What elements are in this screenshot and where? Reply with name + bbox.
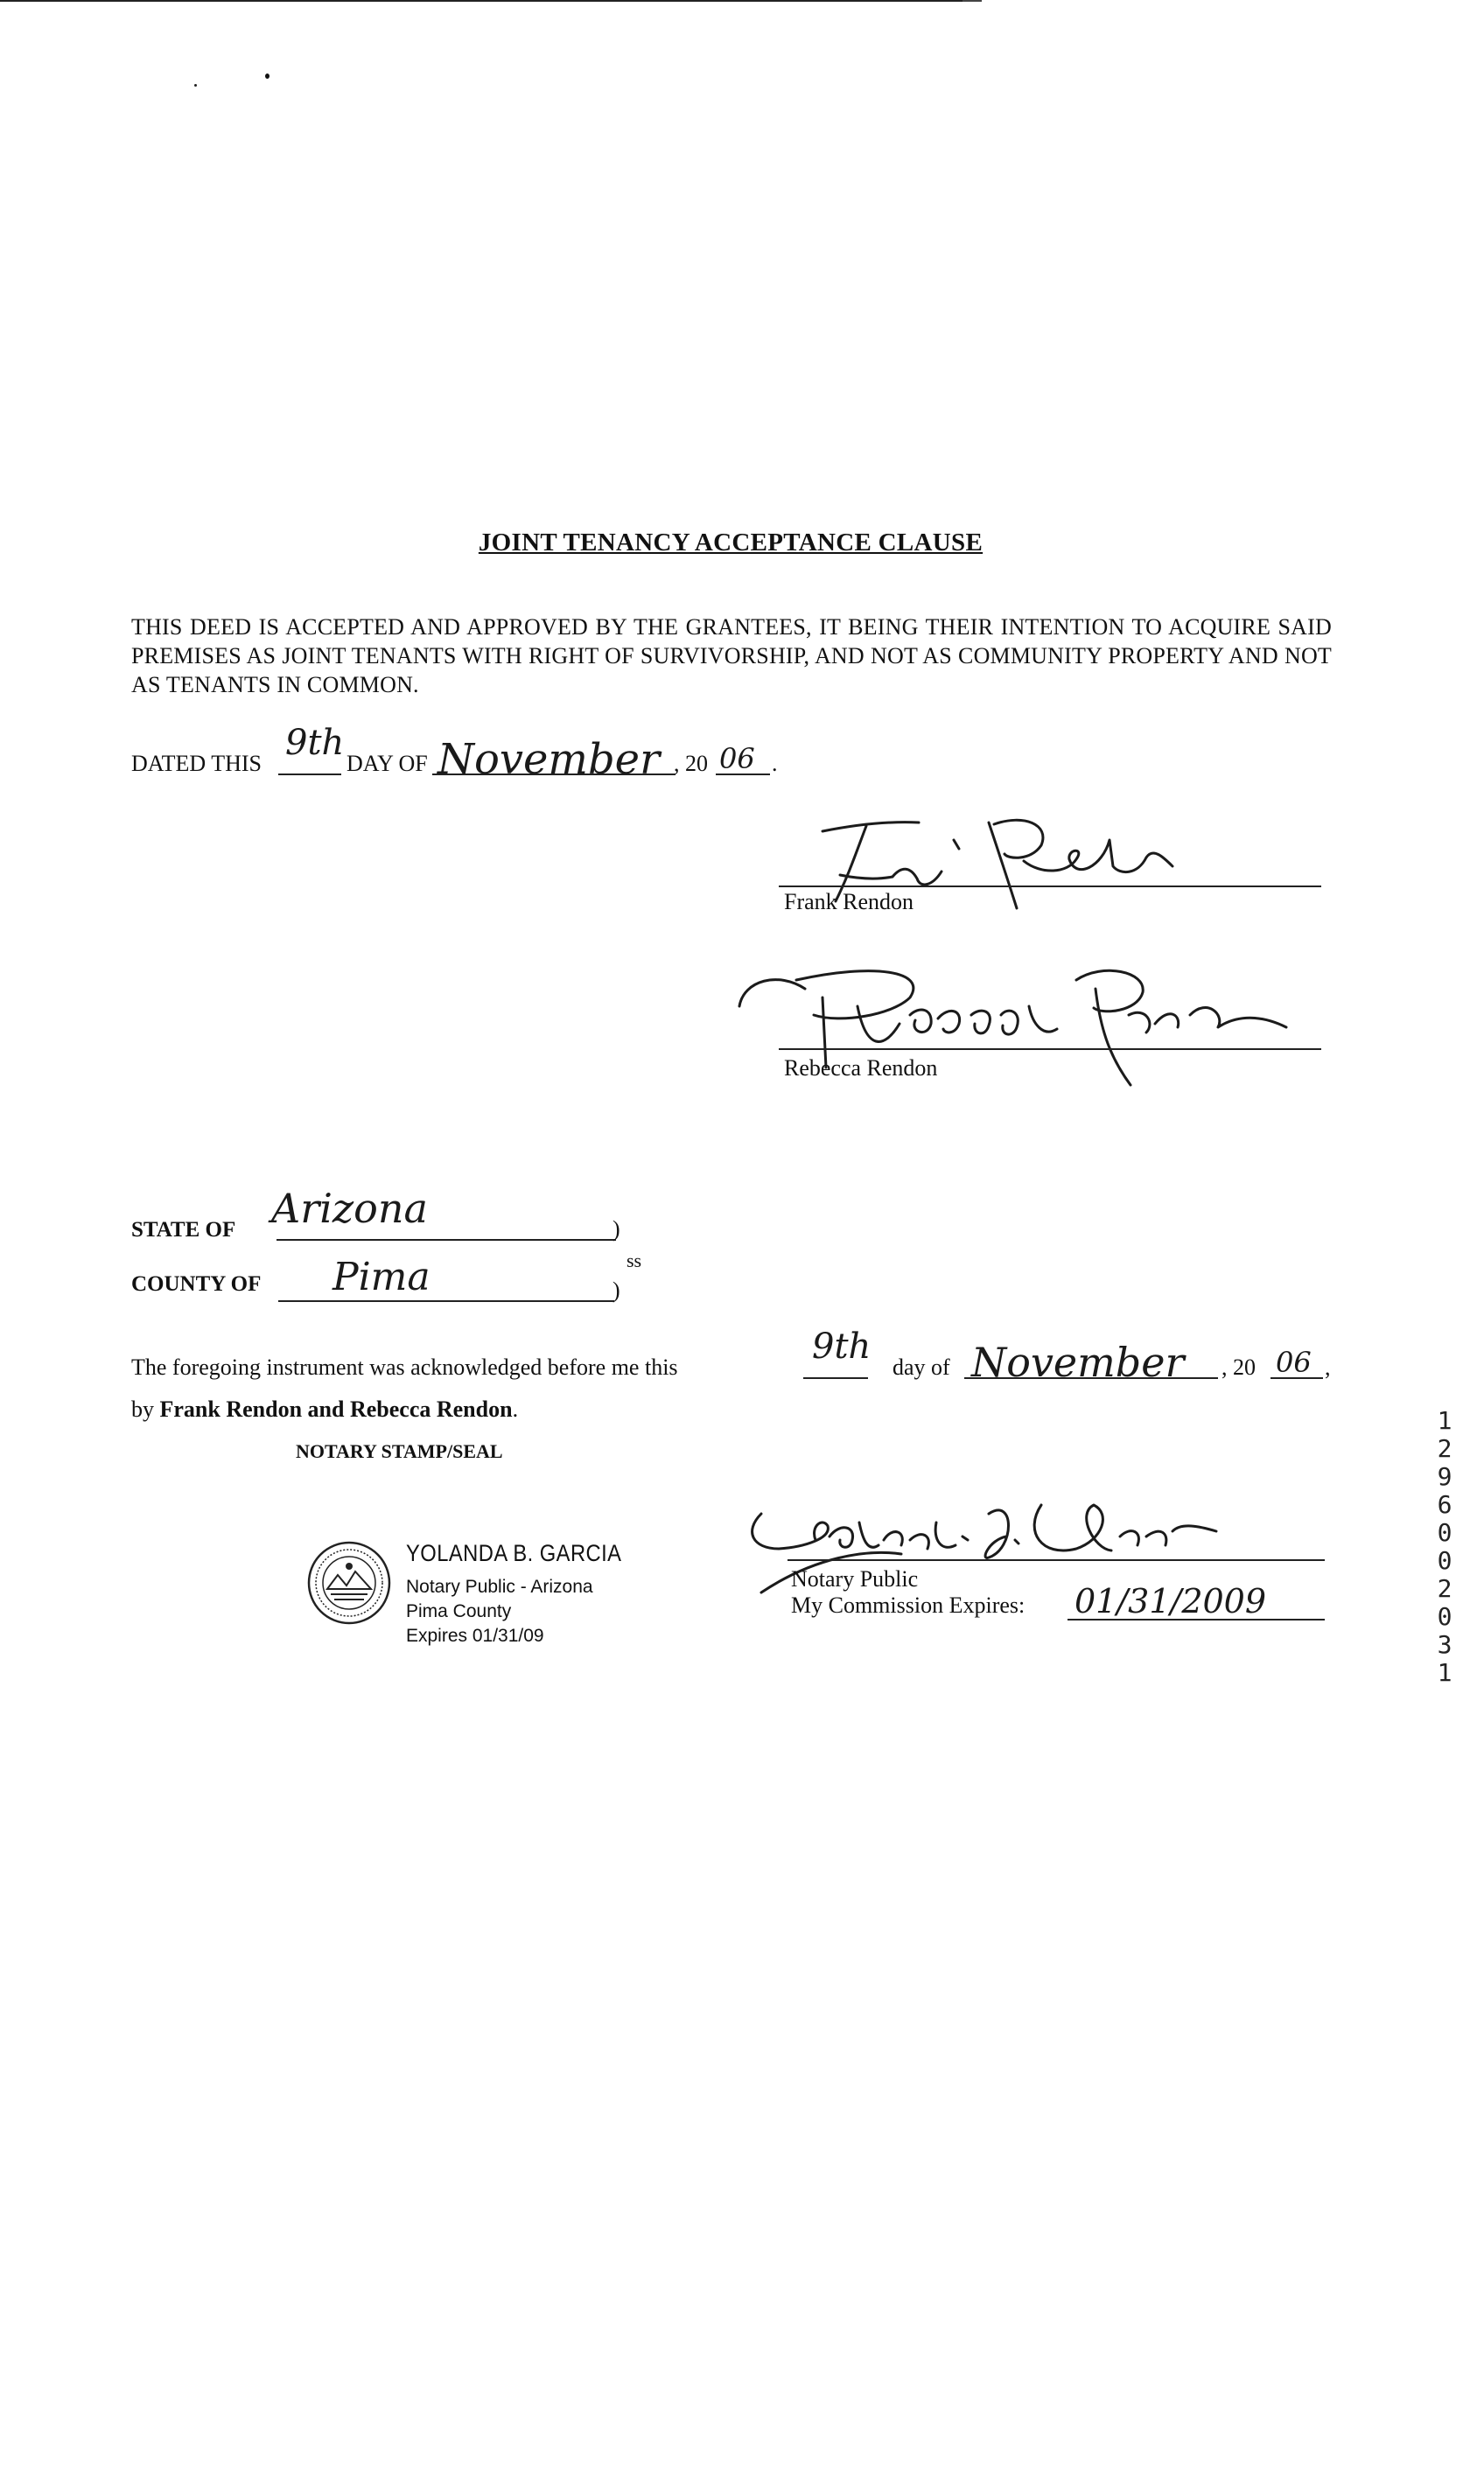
county-label: COUNTY OF xyxy=(131,1272,262,1296)
dated-day-of: DAY OF xyxy=(346,751,428,776)
rebecca-signature-line xyxy=(779,1048,1321,1050)
dated-day-handwritten: 9th xyxy=(285,723,345,763)
commission-label: My Commission Expires: xyxy=(791,1592,1026,1618)
frank-signature-line xyxy=(779,886,1321,887)
dated-prefix: DATED THIS xyxy=(131,751,262,776)
ack-year-handwritten: 06 xyxy=(1276,1346,1312,1379)
stamp-line1: Notary Public - Arizona xyxy=(406,1577,593,1597)
county-close-paren: ) xyxy=(612,1278,620,1303)
day-blank xyxy=(278,774,341,775)
state-close-paren: ) xyxy=(612,1216,620,1242)
state-blank xyxy=(276,1239,616,1241)
county-handwritten: Pima xyxy=(332,1255,430,1299)
notary-public-label: Notary Public xyxy=(791,1566,919,1592)
scan-edge-line xyxy=(962,0,982,2)
stamp-line3: Expires 01/31/09 xyxy=(406,1626,544,1646)
ack-year-prefix: , 20 xyxy=(1222,1354,1256,1380)
state-label: STATE OF xyxy=(131,1218,236,1242)
frank-name-label: Frank Rendon xyxy=(784,889,914,914)
ack-text-before: The foregoing instrument was acknowledged before me this xyxy=(131,1354,678,1380)
recording-number: 12960 02031 xyxy=(1437,1406,1452,1687)
rebecca-name-label: Rebecca Rendon xyxy=(784,1055,938,1081)
commission-handwritten: 01/31/2009 xyxy=(1074,1582,1267,1620)
ack-day-handwritten: 9th xyxy=(812,1326,872,1367)
ack-by-prefix: by xyxy=(131,1396,154,1422)
body-paragraph: THIS DEED IS ACCEPTED AND APPROVED BY THE GRANTEES, IT BEING THEIR INTENTION TO ACQUIRE SAID PREMISES AS JOINT TENANTS WITH RIGHT OF SURVIVORSHIP, AND NOT AS COMMUNITY PROPERTY AND NOT AS TENANTS IN COMMON. xyxy=(131,614,1332,697)
notary-stamp-label: NOTARY STAMP/SEAL xyxy=(296,1440,503,1462)
scan-speck xyxy=(194,84,197,87)
ss-label: ss xyxy=(626,1250,642,1271)
dated-year-prefix: , 20 xyxy=(674,751,708,776)
scan-edge-line xyxy=(0,0,971,2)
ack-by-suffix: . xyxy=(512,1396,519,1422)
state-handwritten: Arizona xyxy=(271,1185,428,1232)
document-title: JOINT TENANCY ACCEPTANCE CLAUSE xyxy=(478,528,984,556)
scan-speck xyxy=(265,74,270,79)
year-blank xyxy=(716,774,770,775)
ack-suffix: , xyxy=(1325,1354,1331,1380)
dated-year-handwritten: 06 xyxy=(719,742,755,775)
ack-day-blank xyxy=(803,1377,868,1379)
stamp-notary-name: YOLANDA B. GARCIA xyxy=(406,1540,622,1566)
ack-day-of: day of xyxy=(892,1354,950,1380)
ack-by-names: Frank Rendon and Rebecca Rendon xyxy=(159,1396,513,1422)
ack-year-blank xyxy=(1270,1377,1323,1379)
dated-month-handwritten: November xyxy=(438,735,661,784)
ack-by-line xyxy=(131,1396,518,1423)
arizona-seal-icon xyxy=(306,1540,392,1626)
county-blank xyxy=(278,1300,614,1302)
stamp-line2: Pima County xyxy=(406,1601,512,1621)
notary-signature-line xyxy=(788,1559,1325,1561)
dated-suffix: . xyxy=(772,751,778,776)
ack-month-handwritten: November xyxy=(971,1339,1185,1386)
